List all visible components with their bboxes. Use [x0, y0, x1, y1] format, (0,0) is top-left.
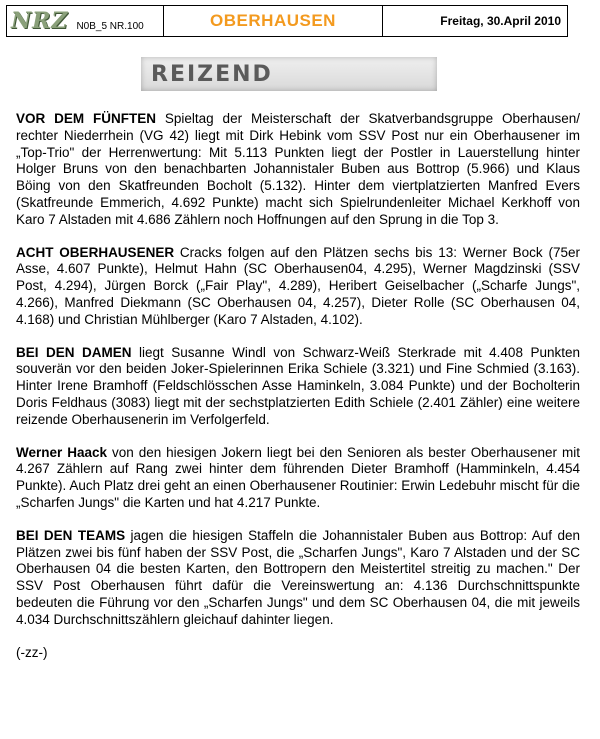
paragraph-text: Spieltag der Meisterschaft der Skatverbandsgruppe Oberhausen/ rechter Niederrhein (VG 42) liegt mit Dirk Hebink vom SSV Post nur ein Oberhausener im „Top-Trio" der Herrenwertung: Mit 5.113 Punkten liegt der Postler in Lauerstellung hinter Holger Bruns von den benachbarten Johannistaler Buben aus Bottrop (5.966) und Klaus Böing von den Skatfreunden Bocholt (5.132). Hinter dem viertplatzierten Manfred Evers (Skatfreunde Emmerich, 4.692 Punkte) macht sich Spielrundenleiter Michael Kerkhoff von Karo 7 Alstaden mit 4.686 Zählern noch Hoffnungen auf den Sprung in die Top 3. — [16, 111, 581, 227]
date-cell — [383, 6, 567, 36]
paragraph-lead: BEI DEN TEAMS — [16, 527, 126, 543]
headline-banner — [141, 57, 437, 91]
paragraph — [16, 445, 580, 512]
paragraph — [16, 528, 580, 629]
paragraph-text: von den hiesigen Jokern liegt bei den Senioren als bester Oberhausener mit 4.267 Zählern auf Rang zwei hinter dem führenden Dieter Bramhoff (Hamminkeln, 4.454 Punkte). Auch Platz drei geht an einen Oberhausener Routinier: Erwin Ledebuhr mischt für die „Scharfen Jungs" die Karten und hat 4.217 Punkte. — [16, 444, 580, 510]
city-label: OBERHAUSEN — [210, 11, 336, 30]
paragraph-text: jagen die hiesigen Staffeln die Johannistaler Buben aus Bottrop: Auf den Plätzen zwei bis fünf haben der SSV Post, die „Scharfen Jungs", Karo 7 Alstaden und der SC Oberhausen 04 die besten Karten, den Bottropern den Meistertitel streitig zu machen." Der SSV Post Oberhausen führt dafür die Vereinswertung an: 4.136 Durchschnittspunkte bedeuten die Führung vor den „Scharfen Jungs" und dem SC Oberhausen 04, die mit jeweils 4.034 Durchschnittszählern gleichauf dahinter liegen. — [16, 527, 580, 627]
paragraph-lead: VOR DEM FÜNFTEN — [16, 111, 157, 126]
author-signature: (-zz-) — [16, 644, 48, 660]
paragraph — [16, 245, 580, 329]
headline: REIZEND — [151, 61, 273, 87]
logo-cell — [7, 6, 164, 36]
paragraph-lead: Werner Haack — [16, 444, 108, 460]
paragraph-lead: ACHT OBERHAUSENER — [16, 244, 175, 260]
paragraph-lead: BEI DEN DAMEN — [16, 344, 132, 360]
newspaper-header — [6, 5, 568, 37]
edition-label: N0B_5 NR.100 — [76, 20, 144, 32]
issue-date: Freitag, 30.April 2010 — [440, 14, 561, 28]
city-cell — [164, 6, 383, 36]
paragraph-text: liegt Susanne Windl von Schwarz-Weiß Sterkrade mit 4.408 Punkten souverän vor den beiden Joker-Spielerinnen Erika Schiele (3.321) und Fine Schmied (3.163). Hinter Irene Bramhoff (Feldschlösschen Asse Haminkeln, 3.084 Punkte) und der Bocholterin Doris Feldhaus (3083) liegt mit der sechstplatzierten Edith Schiele (2.401 Zähler) eine weitere reizende Oberhausenerin im Verfolgerfeld. — [16, 344, 580, 427]
paragraph-text: Cracks folgen auf den Plätzen sechs bis 13: Werner Bock (75er Asse, 4.607 Punkte), Helmut Hahn (SC Oberhausen04, 4.295), Werner Magdzinski (SSV Post, 4.294), Jürgen Borck („Fair Play", 4.289), Heribert Geiselbacher („Scharfe Jungs", 4.266), Manfred Diekmann (SC Oberhausen 04, 4.257), Dieter Rolle (SC Oberhausen 04, 4.168) und Christian Mühlberger (Karo 7 Alstaden, 4.102). — [16, 244, 580, 327]
nrz-logo: NRZ — [11, 8, 69, 34]
paragraph — [16, 345, 580, 429]
paragraph — [16, 111, 580, 229]
article-body — [16, 111, 580, 661]
